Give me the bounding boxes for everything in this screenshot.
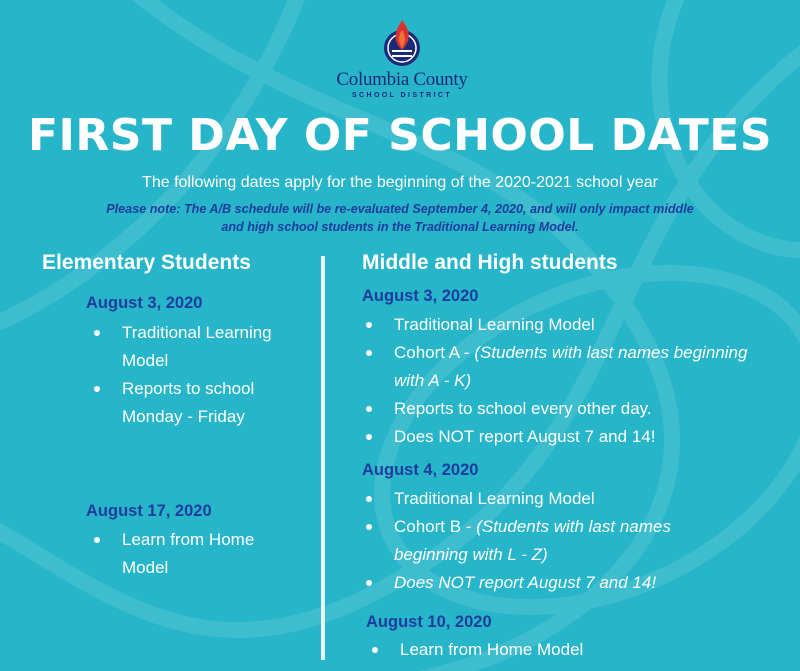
- cohort-detail: (Students with last names beginning with L - Z): [394, 517, 671, 564]
- flame-crest-icon: [380, 18, 424, 68]
- elementary-list-1: [86, 319, 296, 431]
- page-title: FIRST DAY OF SCHOOL DATES: [27, 110, 773, 161]
- list-item: Does NOT report August 7 and 14!: [358, 423, 758, 451]
- note-line-2: and high school students in the Traditional Learning Model.: [221, 220, 579, 234]
- middle-high-list-1: [358, 311, 758, 451]
- cohort-detail: (Students with last names beginning with A - K): [394, 343, 748, 390]
- middle-high-date-3: August 10, 2020: [366, 613, 492, 631]
- schedule-note: [40, 200, 760, 236]
- middle-high-list-3: [364, 636, 724, 664]
- logo-name: Columbia County: [336, 69, 468, 90]
- column-divider: [321, 256, 325, 660]
- middle-high-date-1: August 3, 2020: [362, 287, 479, 305]
- logo-subname: SCHOOL DISTRICT: [351, 92, 453, 99]
- cohort-label: Cohort A -: [394, 343, 475, 362]
- district-logo: [322, 18, 482, 99]
- middle-high-list-2: [358, 485, 678, 597]
- list-item: [358, 513, 678, 569]
- list-item: Does NOT report August 7 and 14!: [358, 569, 678, 597]
- list-item: [358, 339, 758, 395]
- list-item: Traditional Learning Model: [358, 485, 678, 513]
- elementary-heading: Elementary Students: [42, 251, 251, 274]
- list-item: Learn from Home Model: [86, 526, 286, 582]
- cohort-label: Cohort B -: [394, 517, 477, 536]
- note-line-1: Please note: The A/B schedule will be re-evaluated September 4, 2020, and will only impact middle: [106, 202, 694, 216]
- list-item: Reports to school every other day.: [358, 395, 758, 423]
- list-item: Traditional Learning Model: [358, 311, 758, 339]
- elementary-list-2: [86, 526, 286, 582]
- elementary-date-1: August 3, 2020: [86, 294, 203, 312]
- elementary-date-2: August 17, 2020: [86, 502, 212, 520]
- list-item: Reports to school Monday - Friday: [86, 375, 296, 431]
- subtitle: The following dates apply for the beginning of the 2020-2021 school year: [142, 174, 658, 191]
- list-item: Learn from Home Model: [364, 636, 724, 664]
- middle-high-heading: Middle and High students: [362, 251, 618, 274]
- middle-high-date-2: August 4, 2020: [362, 461, 479, 479]
- list-item: Traditional Learning Model: [86, 319, 296, 375]
